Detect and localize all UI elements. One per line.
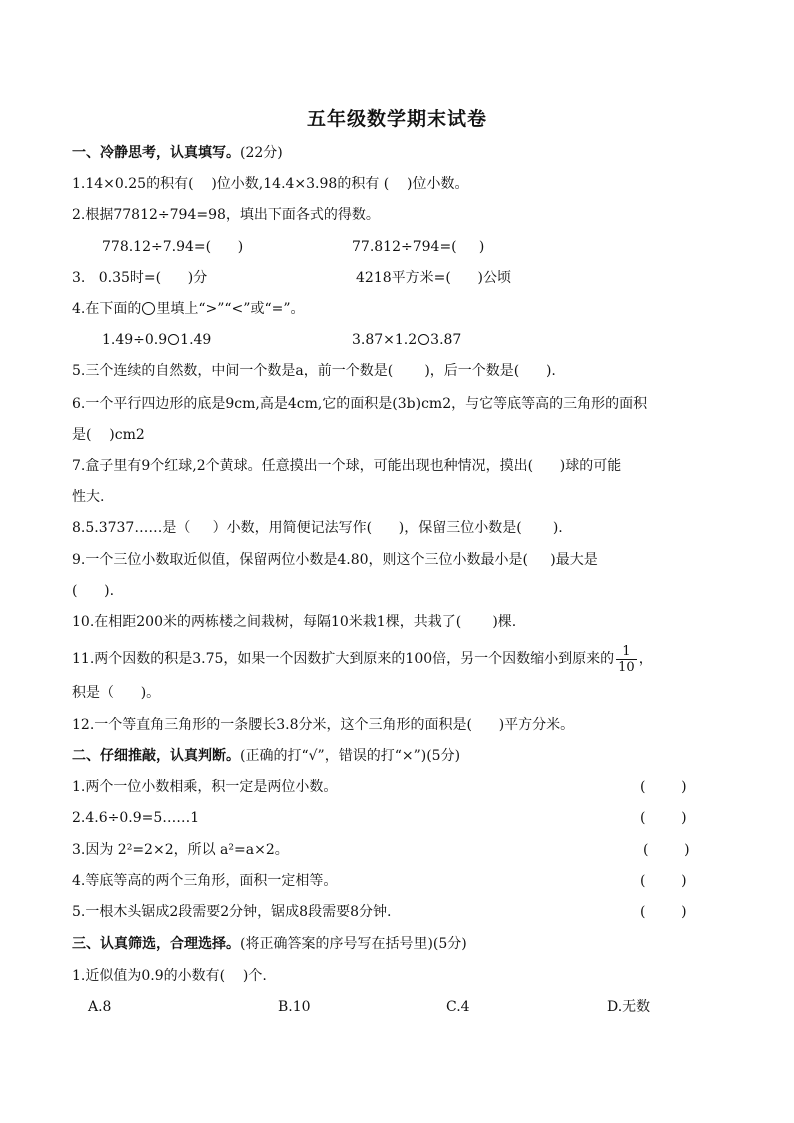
question-1-11-comma: ， xyxy=(638,651,653,667)
judge-answer-paren: ( ) xyxy=(640,904,687,920)
section2-points: (正确的打“√”，错误的打“×”)(5分) xyxy=(240,748,461,764)
question-1-10: 10.在相距200米的两栋楼之间栽树，每隔10米栽1棵，共栽了( )棵. xyxy=(72,614,517,630)
fraction-denominator: 10 xyxy=(618,659,635,675)
section1-points: (22分) xyxy=(240,145,283,161)
question-1-7-line2: 性大. xyxy=(72,489,105,505)
choice-question-1: 1.近似值为0.9的小数有( )个. xyxy=(72,968,267,984)
judge-item-text: 3.因为 2²=2×2，所以 a²=a×2。 xyxy=(72,842,289,858)
judge-item-text: 2.4.6÷0.9=5……1 xyxy=(72,810,200,826)
question-1-4b-right: 3.87 xyxy=(430,332,462,348)
question-1-5: 5.三个连续的自然数，中间一个数是a，前一个数是( )，后一个数是( ). xyxy=(72,363,556,379)
choice-option-a: A.8 xyxy=(88,999,112,1015)
judge-answer-paren: ( ) xyxy=(640,779,687,795)
section1-heading-text: 一、冷静思考，认真填写。 xyxy=(72,145,240,161)
question-1-3a: 3. 0.35时=( )分 xyxy=(72,270,208,286)
question-1-4a xyxy=(102,330,211,350)
choice-option-d: D.无数 xyxy=(607,999,651,1015)
question-1-11-text: 11.两个因数的积是3.75，如果一个因数扩大到原来的100倍，另一个因数缩小到原来的 xyxy=(72,651,615,667)
question-1-2a: 778.12÷7.94=( ) xyxy=(102,239,244,255)
judge-item-text: 5.一根木头锯成2段需要2分钟，锯成8段需要8分钟. xyxy=(72,904,392,920)
question-1-4a-right: 1.49 xyxy=(180,332,212,348)
judge-answer-paren: ( ) xyxy=(643,842,690,858)
question-1-7-line1: 7.盒子里有9个红球,2个黄球。任意摸出一个球，可能出现也种情况，摸出( )球的可能 xyxy=(72,458,622,474)
question-1-4b-left: 3.87×1.2 xyxy=(352,332,418,348)
question-1-4-post: 里填上“>”“<”或“=”。 xyxy=(156,301,305,317)
section3-points: (将正确答案的序号写在括号里)(5分) xyxy=(240,936,467,952)
question-1-4 xyxy=(72,299,305,319)
question-1-4b xyxy=(352,330,461,350)
page-title: 五年级数学期末试卷 xyxy=(306,108,487,130)
question-1-4a-left: 1.49÷0.9 xyxy=(102,332,168,348)
question-1-3b: 4218平方米=( )公顷 xyxy=(356,270,511,286)
compare-circle-icon xyxy=(418,334,429,345)
section2-heading xyxy=(72,746,460,766)
compare-circle-icon xyxy=(168,334,179,345)
question-1-11-line2: 积是（ )。 xyxy=(72,685,161,701)
judge-answer-paren: ( ) xyxy=(640,810,687,826)
fraction xyxy=(616,644,637,675)
question-1-9-line2: ( ). xyxy=(72,583,115,599)
question-1-9-line1: 9.一个三位小数取近似值，保留两位小数是4.80，则这个三位小数最小是( )最大是 xyxy=(72,552,598,568)
question-1-2: 2.根据77812÷794=98，填出下面各式的得数。 xyxy=(72,207,380,223)
section3-heading xyxy=(72,934,467,954)
judge-item-text: 1.两个一位小数相乘，积一定是两位小数。 xyxy=(72,779,338,795)
question-1-2b: 77.812÷794=( ) xyxy=(352,239,485,255)
section3-heading-text: 三、认真筛选，合理选择。 xyxy=(72,936,240,952)
question-1-8: 8.5.3737……是（ ）小数，用简便记法写作( )，保留三位小数是( ). xyxy=(72,520,563,536)
section1-heading xyxy=(72,143,283,163)
question-1-6-line2: 是( )cm2 xyxy=(72,427,145,443)
judge-answer-paren: ( ) xyxy=(640,873,687,889)
judge-item-text: 4.等底等高的两个三角形，面积一定相等。 xyxy=(72,873,338,889)
question-1-1: 1.14×0.25的积有( )位小数,14.4×3.98的积有 ( )位小数。 xyxy=(72,176,469,192)
question-1-11-line1 xyxy=(72,640,653,678)
fraction-numerator: 1 xyxy=(616,644,637,660)
choice-option-b: B.10 xyxy=(278,999,311,1015)
question-1-6-line1: 6.一个平行四边形的底是9cm,高是4cm,它的面积是(3b)cm2，与它等底等高的三角形的面积 xyxy=(72,396,648,412)
question-1-4-pre: 4.在下面的 xyxy=(72,301,142,317)
question-1-12: 12.一个等直角三角形的一条腰长3.8分米，这个三角形的面积是( )平方分米。 xyxy=(72,717,575,733)
section2-heading-text: 二、仔细推敲，认真判断。 xyxy=(72,748,240,764)
choice-option-c: C.4 xyxy=(446,999,470,1015)
circle-icon xyxy=(142,302,155,315)
